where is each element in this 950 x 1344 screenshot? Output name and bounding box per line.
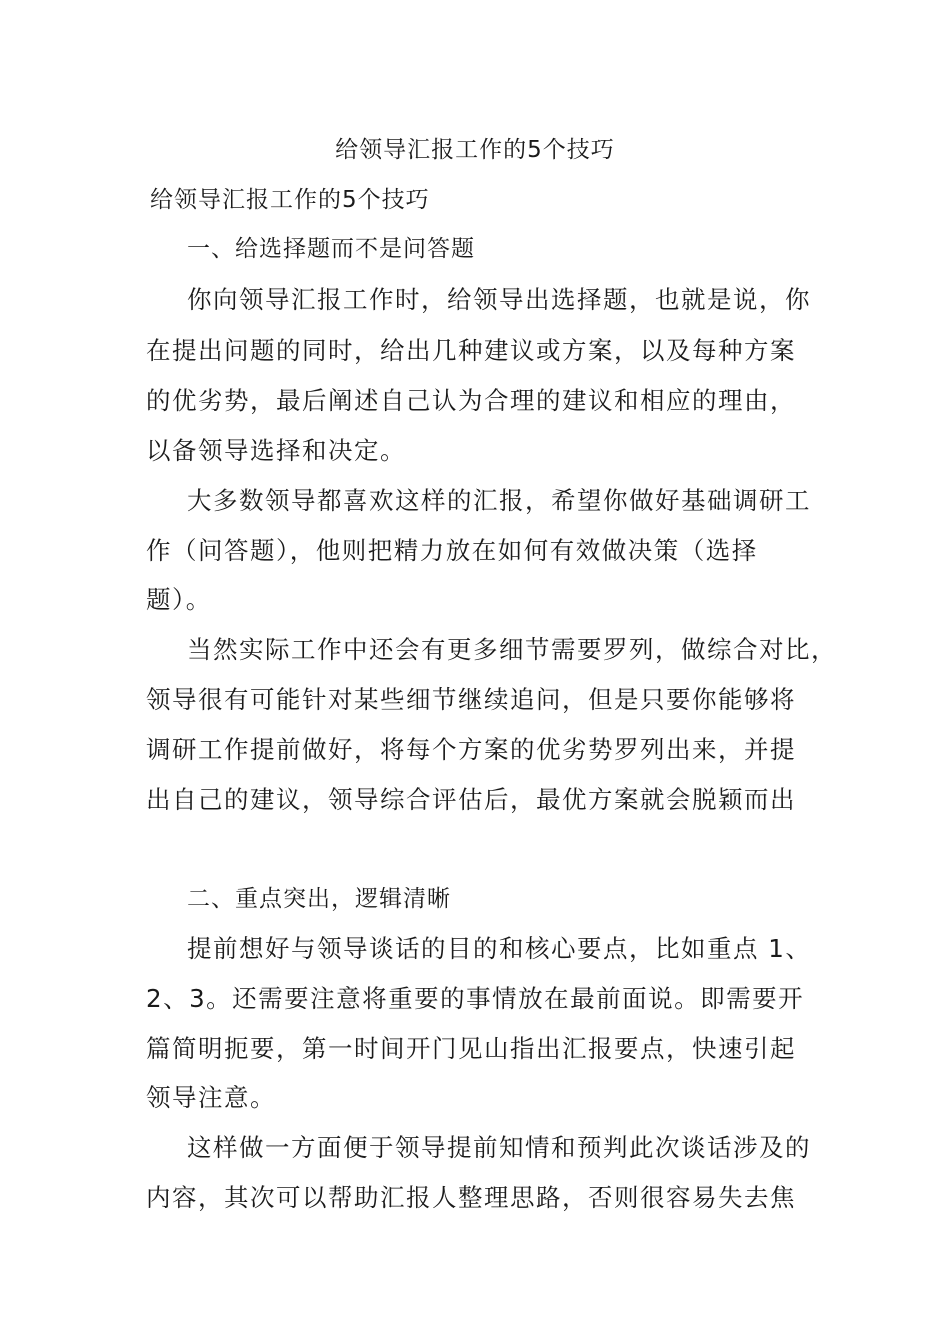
paragraph-line: 内容，其次可以帮助汇报人整理思路，否则很容易失去焦 xyxy=(146,1183,796,1212)
paragraph-line: 作（问答题），他则把精力放在如何有效做决策（选择 xyxy=(146,536,758,565)
paragraph-line: 这样做一方面便于领导提前知情和预判此次谈话涉及的 xyxy=(187,1133,811,1162)
document-subtitle: 给领导汇报工作的5个技巧 xyxy=(150,187,430,213)
paragraph-line: 大多数领导都喜欢这样的汇报，希望你做好基础调研工 xyxy=(187,486,811,515)
section-2-heading: 二、重点突出，逻辑清晰 xyxy=(187,886,451,912)
paragraph-line: 以备领导选择和决定。 xyxy=(146,436,406,465)
paragraph-line: 出自己的建议，领导综合评估后，最优方案就会脱颖而出 xyxy=(146,785,796,814)
paragraph-line: 你向领导汇报工作时，给领导出选择题，也就是说，你 xyxy=(187,285,811,314)
paragraph-line: 题）。 xyxy=(146,585,212,614)
paragraph-line: 篇简明扼要，第一时间开门见山指出汇报要点，快速引起 xyxy=(146,1034,796,1063)
paragraph-line: 领导很有可能针对某些细节继续追问，但是只要你能够将 xyxy=(146,685,796,714)
paragraph-line: 2、3。还需要注意将重要的事情放在最前面说。即需要开 xyxy=(146,984,805,1013)
paragraph-line: 在提出问题的同时，给出几种建议或方案，以及每种方案 xyxy=(146,336,796,365)
paragraph-line: 调研工作提前做好，将每个方案的优劣势罗列出来，并提 xyxy=(146,735,796,764)
paragraph-line: 的优劣势，最后阐述自己认为合理的建议和相应的理由， xyxy=(146,386,796,415)
paragraph-line: 提前想好与领导谈话的目的和核心要点，比如重点 1、 xyxy=(187,934,812,963)
paragraph-line: 当然实际工作中还会有更多细节需要罗列，做综合对比， xyxy=(187,635,837,664)
document-title: 给领导汇报工作的5个技巧 xyxy=(335,137,615,163)
paragraph-line: 领导注意。 xyxy=(146,1083,276,1112)
section-1-heading: 一、给选择题而不是问答题 xyxy=(187,236,475,262)
